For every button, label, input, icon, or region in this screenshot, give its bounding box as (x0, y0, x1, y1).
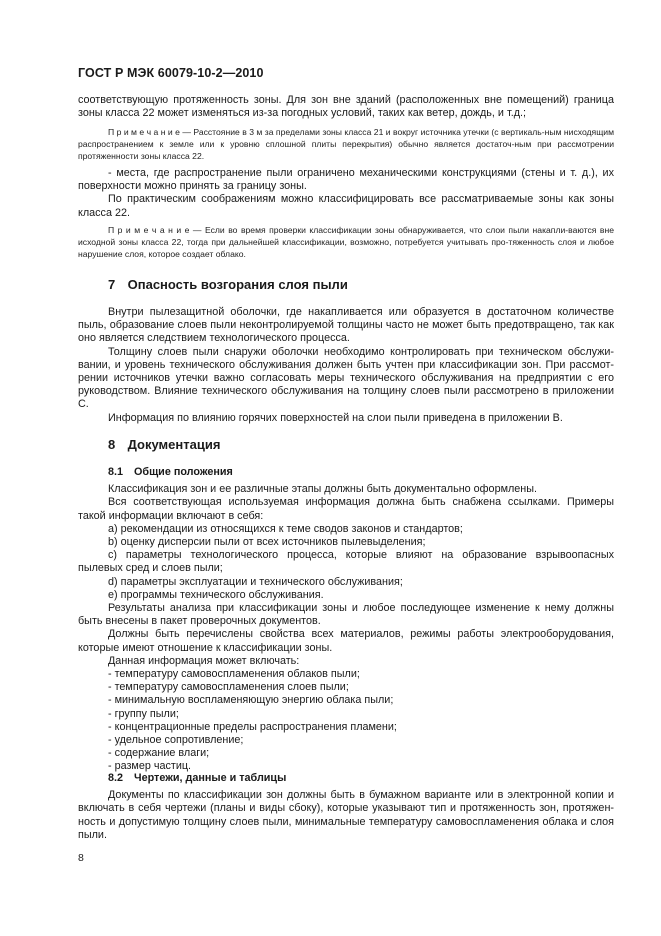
page-number: 8 (78, 852, 84, 864)
section-7-body (78, 306, 614, 425)
section-number: 8 (108, 437, 116, 452)
subsection-title: Чертежи, данные и таблицы (134, 772, 287, 784)
note-block-2 (78, 224, 614, 261)
section-title: Документация (127, 437, 221, 452)
paragraph: Вся соответствующая используемая информация должна быть снабжена ссылками. Примеры такой информации включают в себя: (78, 496, 614, 522)
paragraph: Результаты анализа при классификации зоны и любое последующее изменение к нему должны быть внесены в пакет проверочных документов. (78, 602, 614, 628)
paragraph: Данная информация может включать: (108, 654, 300, 667)
subsection-8-1 (78, 466, 614, 774)
list-item: - содержание влаги; (108, 747, 210, 760)
intro-block (78, 94, 614, 120)
page-header: ГОСТ Р МЭК 60079-10-2—2010 (78, 66, 264, 80)
list-item: c) параметры технологического процесса, которые влияют на образование взрывоопасных пылевых сред и слоев пыли; (78, 549, 614, 575)
note: П р и м е ч а н и е — Расстояние в 3 м за пределами зоны класса 21 и вокруг источника утечки (с вертикаль-ным нисходящим распространением к земле или к уровню сплошной плиты перекрытия) обычно является достаточ-ным при рассмотрении протяженности зоны класса 22. (78, 127, 614, 162)
subsection-8-2 (78, 772, 614, 842)
list-item: - размер частиц. (108, 760, 192, 773)
paragraph: Внутри пылезащитной оболочки, где накапливается или образуется в достаточном количестве пыль, образование слоев пыли неконтролируемой толщины часто не может быть предотвращено, так как оно является следствием технологического процесса. (78, 306, 614, 345)
list-item: b) оценку дисперсии пыли от всех источников пылевыделения; (108, 536, 426, 549)
list-item: d) параметры эксплуатации и технического обслуживания; (108, 575, 403, 588)
intro-block-2 (78, 167, 614, 220)
note-block (78, 126, 614, 163)
list-item: - группу пыли; (108, 707, 179, 720)
paragraph: Должны быть перечислены свойства всех материалов, режимы работы электрооборудования, которые имеют отношение к классификации зоны. (78, 628, 614, 654)
paragraph: По практическим соображениям можно классифицировать все рассматриваемые зоны как зоны класса 22. (78, 193, 614, 219)
list-item: - температуру самовоспламенения облаков пыли; (108, 668, 360, 681)
paragraph: соответствующую протяженность зоны. Для зон вне зданий (расположенных вне помещений) граница зоны класса 22 может изменяться из-за погодных условий, таких как ветер, дождь, и т.д.; (78, 94, 614, 120)
section-8-heading (78, 437, 614, 452)
paragraph: - места, где распространение пыли ограничено механическими конструкциями (стены и т. д.), их поверхности можно принять за границу зоны. (78, 167, 614, 193)
subsection-number: 8.2 (108, 772, 124, 784)
list-item: e) программы технического обслуживания. (108, 588, 324, 601)
section-7-heading (78, 277, 614, 292)
subsection-title: Общие положения (134, 466, 233, 478)
paragraph: Информация по влиянию горячих поверхностей на слои пыли приведена в приложении В. (108, 411, 563, 424)
paragraph: Документы по классификации зон должны быть в бумажном варианте или в электронной копии и включать в себя чертежи (планы и виды сбоку), которые указывают тип и протяженность зон, протяжен-ность и допустимую толщину слоев пыли, минимальные температуру самовоспламенения облака и слоя пыли. (78, 789, 614, 841)
list-item: - минимальную воспламеняющую энергию облака пыли; (108, 694, 394, 707)
list-item: a) рекомендации из относящихся к теме сводов законов и стандартов; (108, 522, 463, 535)
paragraph: Толщину слоев пыли снаружи оболочки необходимо контролировать при техническом обслужи-вании, и уровень технического обслуживания должен быть учтен при классификации зон. При рассмот-рении источников утечки важно согласовать меры технического обслуживания на предприятии с его руководством. Влияние технического обслуживания на толщину слоев пыли рассмотрено в приложении С. (78, 345, 614, 411)
note: П р и м е ч а н и е — Если во время проверки классификации зоны обнаруживается, что слои пыли накапли-ваются вне исходной зоны класса 22, тогда при дальнейшей классификации, возможно, потребуется учитывать про-тяженность слоя и любое нарушение слоя, которое создает облако. (78, 225, 614, 260)
list-item: - температуру самовоспламенения слоев пыли; (108, 681, 349, 694)
section-title: Опасность возгорания слоя пыли (127, 277, 348, 292)
section-number: 7 (108, 277, 116, 292)
list-item: - концентрационные пределы распространения пламени; (108, 720, 397, 733)
paragraph: Классификация зон и ее различные этапы должны быть документально оформлены. (108, 483, 538, 496)
subsection-number: 8.1 (108, 466, 124, 478)
list-item: - удельное сопротивление; (108, 734, 244, 747)
